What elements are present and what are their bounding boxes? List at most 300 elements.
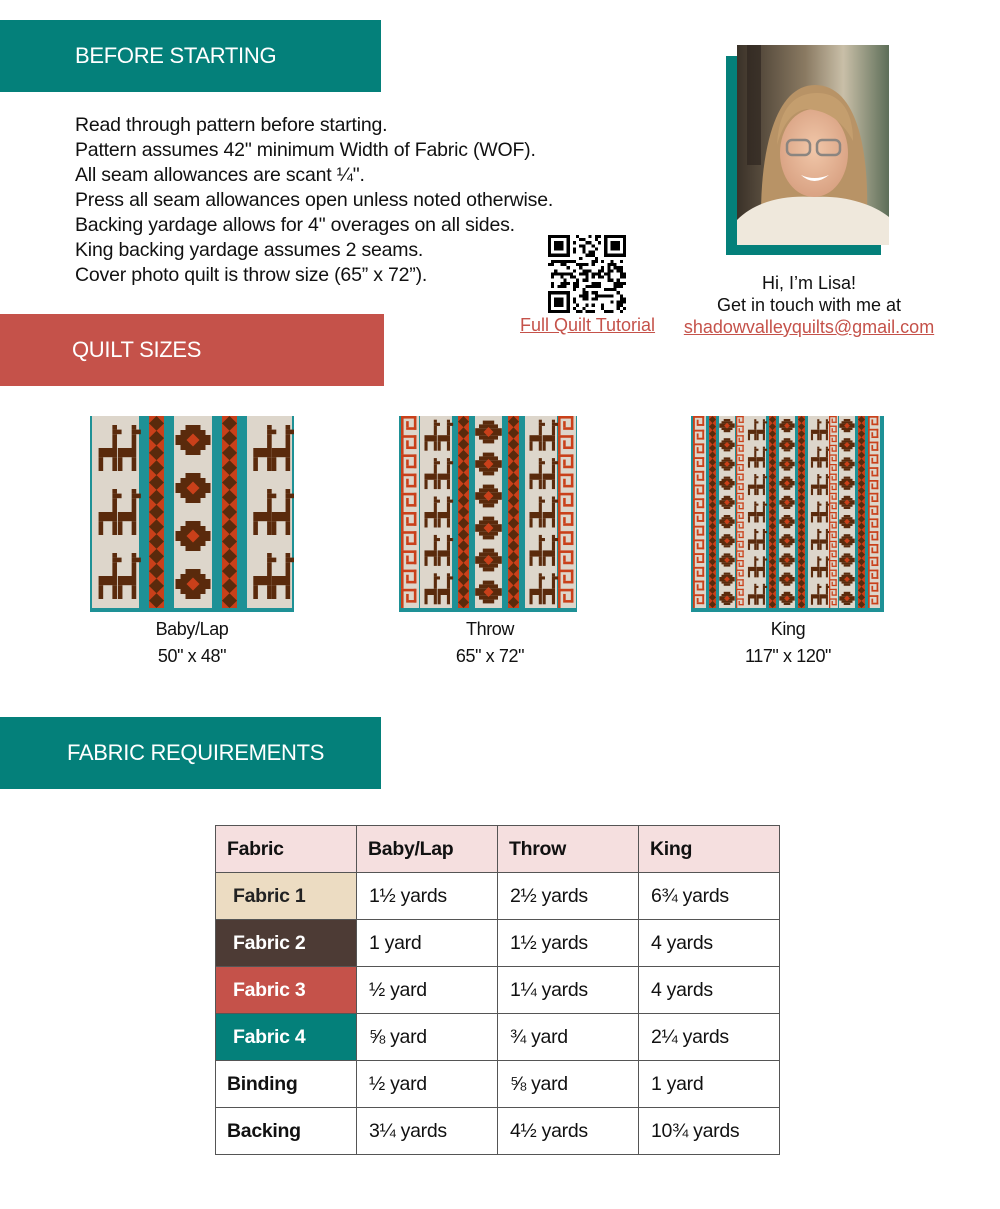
quilt-block xyxy=(784,488,791,490)
quilt-block xyxy=(99,521,104,535)
quilt-block xyxy=(871,535,873,539)
quilt-block xyxy=(724,603,731,605)
quilt-block xyxy=(832,563,833,566)
quilt-block xyxy=(563,562,573,565)
quilt-block xyxy=(832,486,833,489)
quilt-block xyxy=(697,461,699,465)
quilt-block xyxy=(739,537,744,538)
quilt-block xyxy=(267,489,272,494)
quilt-block xyxy=(757,539,765,543)
quilt-block xyxy=(844,468,851,470)
quilt-block xyxy=(736,579,737,589)
quilt-block xyxy=(697,543,699,547)
quilt-block xyxy=(763,474,765,476)
quilt-block xyxy=(844,515,851,517)
quilt-block xyxy=(748,539,756,543)
quilt-block xyxy=(724,457,731,459)
quilt-block xyxy=(754,419,756,421)
quilt-block xyxy=(763,434,765,440)
quilt-block xyxy=(784,553,791,555)
table-row xyxy=(216,1061,780,1108)
quilt-block xyxy=(868,454,870,467)
quilt-block xyxy=(736,454,737,464)
quilt-block xyxy=(832,566,837,567)
row-label-fabric-2: Fabric 2 xyxy=(216,920,357,967)
row-label-binding: Binding xyxy=(216,1061,357,1108)
quilt-block xyxy=(552,441,555,450)
quilt-block xyxy=(552,480,555,489)
quilt-block xyxy=(447,420,450,423)
quilt-block xyxy=(871,564,878,566)
quilt-block xyxy=(763,447,765,449)
quilt-block xyxy=(563,498,566,504)
quilt-block xyxy=(447,518,450,527)
quilt-block xyxy=(832,553,833,556)
quilt-block xyxy=(563,466,573,469)
quilt-block xyxy=(438,480,441,489)
quilt-block xyxy=(552,464,555,473)
quilt-block xyxy=(483,581,494,585)
quilt-block xyxy=(539,480,542,489)
quilt-block xyxy=(826,598,828,604)
quilt-block xyxy=(757,430,765,434)
quilt-block xyxy=(832,422,837,423)
section-banner-quilt-sizes xyxy=(0,314,384,386)
quilt-block xyxy=(406,498,409,504)
quilt-block xyxy=(826,434,828,440)
quilt-block xyxy=(693,581,695,595)
quilt-block xyxy=(784,419,791,421)
quilt-block xyxy=(563,594,566,600)
quilt-block xyxy=(757,544,759,550)
author-email-link[interactable]: shadowvalleyquilts@gmail.com xyxy=(683,317,935,337)
quilt-block xyxy=(558,454,561,473)
table-cell: ½ yard xyxy=(357,1061,498,1108)
quilt-block xyxy=(286,498,291,512)
quilt-block xyxy=(132,558,141,563)
quilt-block xyxy=(754,449,758,451)
quilt-block xyxy=(754,588,756,594)
quilt-block xyxy=(784,430,791,432)
quilt-block xyxy=(724,430,731,432)
quilt-block xyxy=(267,521,272,535)
row-label-backing: Backing xyxy=(216,1108,357,1155)
quilt-block xyxy=(739,438,740,441)
quilt-block xyxy=(763,598,765,604)
table-cell: 2½ yards xyxy=(498,873,639,920)
section-banner-before-starting xyxy=(0,20,381,92)
quilt-block xyxy=(739,534,740,537)
quilt-block xyxy=(817,434,819,440)
table-cell: 2¼ yards xyxy=(639,1014,780,1061)
quilt-block xyxy=(112,457,117,471)
quilt-block xyxy=(447,541,450,550)
quilt-block xyxy=(754,586,758,588)
quilt-block xyxy=(754,478,756,484)
table-cell: 3¼ yards xyxy=(357,1108,498,1155)
quilt-block xyxy=(447,497,450,500)
full-quilt-tutorial-link[interactable]: Full Quilt Tutorial xyxy=(520,315,656,335)
quilt-block xyxy=(829,531,830,541)
quilt-block xyxy=(552,541,555,550)
quilt-block xyxy=(401,550,404,569)
quilt-block xyxy=(697,516,699,520)
quilt-block xyxy=(132,553,137,558)
quilt-illustration xyxy=(399,416,577,612)
quilt-block xyxy=(739,563,740,566)
quilt-block xyxy=(563,575,566,581)
table-cell: 4½ yards xyxy=(498,1108,639,1155)
quilt-block xyxy=(757,571,759,577)
quilt-block xyxy=(817,451,819,457)
row-label-fabric-1: Fabric 1 xyxy=(216,873,357,920)
quilt-block xyxy=(434,441,437,450)
quilt-block xyxy=(739,428,740,431)
quilt-block xyxy=(757,516,759,522)
quilt-block xyxy=(757,457,765,461)
quilt-block xyxy=(552,458,555,461)
quilt-block xyxy=(832,489,837,490)
quilt-block xyxy=(406,517,409,523)
quilt-block xyxy=(558,589,561,608)
quilt-block xyxy=(739,543,740,546)
quilt-block xyxy=(739,441,744,442)
quilt-block xyxy=(558,493,561,512)
quilt-block xyxy=(693,526,695,540)
quilt-block xyxy=(739,553,740,556)
qr-code-icon[interactable] xyxy=(548,235,626,313)
quilt-block xyxy=(736,550,737,560)
quilt-block xyxy=(401,493,404,512)
quilt-block xyxy=(739,460,744,461)
quilt-block xyxy=(871,488,878,490)
quilt-block xyxy=(424,512,436,518)
quilt-size: 117" x 120" xyxy=(744,646,832,666)
quilt-block xyxy=(434,464,437,473)
quilt-block xyxy=(826,556,828,558)
quilt-block xyxy=(817,504,821,506)
quilt-block xyxy=(483,485,494,489)
quilt-block xyxy=(447,500,453,503)
quilt-block xyxy=(543,435,555,441)
quilt-block xyxy=(286,489,291,494)
quilt-block xyxy=(820,434,822,440)
quilt-block xyxy=(132,457,137,471)
quilt-block xyxy=(406,466,416,469)
quilt-block xyxy=(99,448,117,457)
quilt-block xyxy=(483,421,494,425)
quilt-block xyxy=(539,441,542,450)
quilt-block xyxy=(739,508,744,509)
quilt-block xyxy=(434,500,440,503)
quilt-block xyxy=(844,526,851,528)
quilt-block xyxy=(832,476,833,479)
quilt-block xyxy=(112,425,117,430)
quilt-block xyxy=(871,586,873,590)
quilt-block xyxy=(754,544,756,550)
quilt-block xyxy=(543,550,555,556)
quilt-block xyxy=(434,420,437,423)
quilt-block xyxy=(447,464,450,473)
quilt-block xyxy=(832,604,837,605)
quilt-block xyxy=(748,485,756,489)
table-cell: 4 yards xyxy=(639,920,780,967)
quilt-block xyxy=(724,584,731,586)
quilt-block xyxy=(558,570,561,589)
quilt-block xyxy=(748,434,750,440)
quilt-block xyxy=(132,498,137,512)
quilt-block xyxy=(736,416,737,426)
quilt-block xyxy=(832,508,837,509)
quilt-block xyxy=(757,512,765,516)
quilt-block xyxy=(406,575,409,581)
quilt-block xyxy=(871,573,873,577)
quilt-block xyxy=(447,426,450,435)
quilt-block xyxy=(811,516,813,522)
quilt-block xyxy=(267,494,276,499)
quilt-block xyxy=(186,521,201,526)
quilt-block xyxy=(844,457,851,459)
quilt-block xyxy=(817,516,819,522)
quilt-block xyxy=(871,513,878,515)
quilt-block xyxy=(736,560,737,570)
table-cell: 10¾ yards xyxy=(639,1108,780,1155)
quilt-block xyxy=(817,571,819,577)
quilt-block xyxy=(829,502,830,512)
quilt-block xyxy=(267,553,272,558)
quilt-block xyxy=(754,476,758,478)
quilt-block xyxy=(552,535,555,538)
quilt-block xyxy=(724,573,731,575)
quilt-block xyxy=(829,550,830,560)
quilt-block xyxy=(447,461,453,464)
quilt-block xyxy=(424,557,427,566)
quilt-block xyxy=(868,582,870,595)
quilt-block xyxy=(697,575,704,577)
quilt-block xyxy=(811,571,813,577)
quilt-block xyxy=(757,485,765,489)
quilt-block xyxy=(817,586,821,588)
quilt-block xyxy=(424,518,427,527)
quilt-block xyxy=(832,438,833,441)
quilt-block xyxy=(832,505,833,508)
quilt-block xyxy=(543,557,546,566)
quilt-block xyxy=(112,498,117,512)
quilt-block xyxy=(832,457,833,460)
quilt-block xyxy=(99,576,117,585)
table-cell: ½ yard xyxy=(357,967,498,1014)
quilt-block xyxy=(844,430,851,432)
quilt-block xyxy=(754,531,758,533)
quilt-block xyxy=(754,571,756,577)
quilt-block xyxy=(757,598,759,604)
quilt-block xyxy=(832,534,833,537)
quilt-block xyxy=(784,449,791,451)
quilt-block xyxy=(868,416,870,429)
quilt-block xyxy=(736,531,737,541)
quilt-block xyxy=(829,426,830,436)
quilt-block xyxy=(112,521,117,535)
quilt-block xyxy=(826,533,828,539)
quilt-block xyxy=(118,521,123,535)
note-item: Read through pattern before starting. xyxy=(75,114,388,136)
quilt-block xyxy=(820,539,828,543)
quilt-block xyxy=(829,483,830,493)
quilt-block xyxy=(438,557,441,566)
quilt-block xyxy=(434,538,440,541)
quilt-block xyxy=(483,504,494,508)
quilt-size: 65" x 72" xyxy=(455,646,525,666)
quilt-block xyxy=(784,468,791,470)
quilt-block xyxy=(483,536,494,540)
quilt-block xyxy=(817,421,821,423)
quilt-block xyxy=(748,512,756,516)
quilt-block xyxy=(724,468,731,470)
quilt-block xyxy=(784,545,791,547)
fabric-requirements-table xyxy=(215,825,780,1155)
quilt-block xyxy=(529,512,541,518)
quilt-block xyxy=(739,486,740,489)
quilt-block xyxy=(736,502,737,512)
quilt-block xyxy=(267,425,272,430)
quilt-block xyxy=(817,476,821,478)
quilt-block xyxy=(817,419,819,421)
quilt-block xyxy=(118,576,136,585)
quilt-block xyxy=(763,533,765,539)
quilt-block xyxy=(739,604,744,605)
quilt-block xyxy=(748,489,750,495)
quilt-block xyxy=(739,457,740,460)
quilt-block xyxy=(253,448,271,457)
quilt-block xyxy=(539,535,542,538)
quilt-block xyxy=(763,502,765,504)
quilt-block xyxy=(552,503,555,512)
quilt-block xyxy=(434,535,437,538)
quilt-block xyxy=(539,423,545,426)
quilt-block xyxy=(697,502,699,506)
quilt-block xyxy=(286,562,291,576)
quilt-block xyxy=(844,534,851,536)
quilt-block xyxy=(811,567,819,571)
author-bio xyxy=(680,272,938,338)
quilt-block xyxy=(693,512,695,526)
quilt-block xyxy=(817,531,821,533)
quilt-block xyxy=(406,600,416,603)
quilt-block xyxy=(739,479,744,480)
quilt-block xyxy=(871,552,878,554)
quilt-block xyxy=(826,561,828,567)
quilt-block xyxy=(844,507,851,509)
quilt-block xyxy=(754,461,756,467)
quilt-block xyxy=(868,531,870,544)
quilt-block xyxy=(817,584,819,586)
quilt-block xyxy=(697,557,699,561)
quilt-block xyxy=(447,441,450,450)
quilt-block xyxy=(132,494,141,499)
quilt-block xyxy=(132,425,137,430)
quilt-block xyxy=(724,488,731,490)
quilt-block xyxy=(186,569,201,574)
quilt-block xyxy=(558,512,561,531)
quilt-block xyxy=(832,585,837,586)
quilt-block xyxy=(739,582,740,585)
quilt-block xyxy=(447,573,450,576)
table-cell: ¾ yard xyxy=(498,1014,639,1061)
quilt-block xyxy=(817,558,821,560)
quilt-block xyxy=(529,557,532,566)
quilt-block xyxy=(539,464,542,473)
quilt-block xyxy=(186,450,201,455)
quilt-block xyxy=(748,571,750,577)
quilt-block xyxy=(844,592,851,594)
quilt-block xyxy=(724,553,731,555)
note-item: King backing yardage assumes 2 seams. xyxy=(75,239,424,261)
quilt-block xyxy=(563,504,573,507)
quilt-block xyxy=(763,529,765,531)
quilt-block xyxy=(483,568,494,572)
quilt-block xyxy=(736,493,737,503)
quilt-block xyxy=(724,515,731,517)
quilt-block xyxy=(447,580,450,589)
quilt-block xyxy=(552,461,558,464)
quilt-block xyxy=(826,544,828,550)
quilt-block xyxy=(832,495,833,498)
quilt-block xyxy=(272,585,277,599)
quilt-block xyxy=(739,422,744,423)
quilt-block xyxy=(112,489,117,494)
quilt-block xyxy=(829,579,830,589)
quilt-block xyxy=(132,521,137,535)
quilt-block xyxy=(784,507,791,509)
quilt-block xyxy=(697,584,699,588)
column-header: Throw xyxy=(498,826,639,873)
quilt-block xyxy=(112,434,117,448)
quilt-block xyxy=(844,419,851,421)
quilt-block xyxy=(697,547,704,549)
quilt-block xyxy=(401,512,404,531)
quilt-block xyxy=(820,544,822,550)
quilt-name: Baby/Lap xyxy=(155,619,229,639)
quilt-block xyxy=(693,485,695,499)
quilt-block xyxy=(757,461,759,467)
quilt-block xyxy=(736,464,737,474)
quilt-block xyxy=(832,518,837,519)
quilt-block xyxy=(763,451,765,457)
quilt-block xyxy=(406,562,416,565)
quilt-block xyxy=(697,534,704,536)
quilt-block xyxy=(868,544,870,557)
quilt-block xyxy=(763,571,765,577)
quilt-block xyxy=(820,512,828,516)
table-header-row xyxy=(216,826,780,873)
quilt-block xyxy=(820,516,822,522)
quilt-block xyxy=(112,430,121,435)
quilt-block xyxy=(693,553,695,567)
quilt-block xyxy=(697,520,704,522)
quilt-block xyxy=(871,526,878,528)
quilt-block xyxy=(826,516,828,522)
quilt-block xyxy=(871,509,873,513)
quilt-block xyxy=(754,504,758,506)
quilt-block xyxy=(811,594,819,598)
quilt-block xyxy=(826,584,828,586)
quilt-block xyxy=(406,536,409,542)
quilt-block xyxy=(558,435,561,454)
quilt-block xyxy=(186,594,201,599)
quilt-block xyxy=(406,446,416,449)
quilt-block xyxy=(406,504,416,507)
note-item: All seam allowances are scant ¼". xyxy=(75,164,365,186)
